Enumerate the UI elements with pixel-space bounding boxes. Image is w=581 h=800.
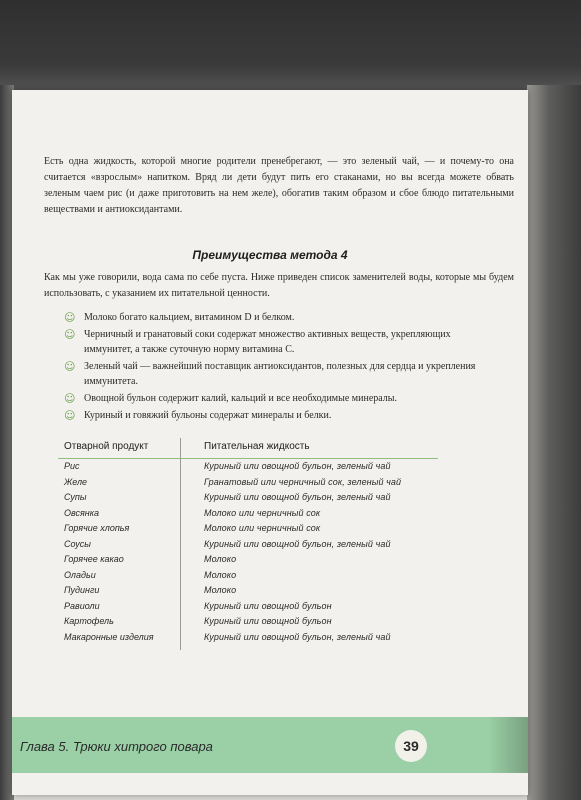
liquid-cell: Куриный или овощной бульон: [204, 600, 332, 611]
table-row: [58, 537, 438, 553]
list-item: [64, 408, 484, 423]
lead-paragraph: Как мы уже говорили, вода сама по себе пуста. Ниже приведен список заменителей воды, которые мы будем использовать, с указанием их питательной ценности.: [44, 272, 514, 299]
liquid-cell: Молоко: [204, 585, 237, 595]
table-row: [58, 490, 438, 506]
list-item: [64, 359, 484, 389]
liquid-cell: Молоко: [204, 554, 237, 564]
product-cell: Желе: [64, 476, 88, 487]
footer-band: [12, 717, 528, 773]
book-page: [12, 90, 528, 795]
table-row: [58, 506, 438, 522]
list-item-text: Черничный и гранатовый соки содержат множество активных веществ, укрепляющих иммунитет, а также суточную норму витамина C.: [84, 329, 451, 355]
table-row: [58, 599, 438, 615]
smiley-icon: ☺: [64, 392, 76, 405]
liquid-cell: Куриный или овощной бульон, зеленый чай: [204, 538, 391, 549]
list-item-text: Зеленый чай — важнейший поставщик антиоксидантов, полезных для сердца и укрепления иммунитета.: [84, 361, 476, 387]
benefits-list: [64, 310, 484, 425]
product-cell: Макаронные изделия: [64, 631, 154, 642]
scan-background-right: [527, 85, 581, 800]
liquid-cell: Куриный или овощной бульон, зеленый чай: [204, 461, 391, 471]
page-number: 39: [395, 730, 427, 762]
product-cell: Горячее какао: [64, 554, 124, 564]
intro-paragraph: Есть одна жидкость, которой многие родители пренебрегают, — это зеленый чай, — и почему-то она считается «взрослым» напитком. Вряд ли дети будут пить его стаканами, но вы всегда можете обвать зеленым чаем рис (и даже приготовить на нем желе), обогатив таким образом и сбое блюдо питательными веществами и антиоксидантами.: [44, 156, 514, 215]
chapter-title: Глава 5. Трюки хитрого повара: [20, 739, 213, 754]
substitution-table: [58, 438, 438, 645]
list-item: [64, 327, 484, 357]
table-row: [58, 552, 438, 568]
liquid-cell: Молоко или черничный сок: [204, 507, 321, 518]
product-cell: Соусы: [64, 538, 91, 549]
product-cell: Горячие хлопья: [64, 523, 130, 533]
table-row: [58, 583, 438, 599]
table-row: [58, 614, 438, 630]
column-header-liquid: Питательная жидкость: [204, 441, 310, 452]
table-row: [58, 459, 438, 475]
liquid-cell: Гранатовый или черничный сок, зеленый чай: [204, 476, 402, 487]
table-row: [58, 475, 438, 491]
section-heading: Преимущества метода 4: [192, 248, 348, 262]
product-cell: Пудинги: [64, 585, 100, 595]
list-item: [64, 391, 484, 406]
product-cell: Картофель: [64, 616, 114, 626]
product-cell: Супы: [64, 492, 87, 502]
liquid-cell: Молоко или черничный сок: [204, 523, 321, 533]
product-cell: Овсянка: [64, 507, 100, 518]
liquid-cell: Молоко: [204, 569, 237, 580]
page-edge-shadow: [488, 717, 528, 773]
column-header-product: Отварной продукт: [64, 441, 149, 452]
smiley-icon: ☺: [64, 311, 76, 324]
list-item: [64, 310, 484, 325]
product-cell: Равиоли: [64, 600, 100, 611]
liquid-cell: Куриный или овощной бульон, зеленый чай: [204, 492, 391, 502]
smiley-icon: ☺: [64, 328, 76, 341]
product-cell: Оладьи: [64, 569, 96, 580]
product-cell: Рис: [64, 461, 80, 471]
liquid-cell: Куриный или овощной бульон, зеленый чай: [204, 631, 391, 642]
table-row: [58, 568, 438, 584]
list-item-text: Овощной бульон содержит калий, кальций и все необходимые минералы.: [84, 393, 397, 404]
list-item-text: Молоко богато кальцием, витамином D и белком.: [84, 312, 295, 323]
smiley-icon: ☺: [64, 360, 76, 373]
scan-background-top: [0, 0, 581, 92]
list-item-text: Куриный и говяжий бульоны содержат минералы и белки.: [84, 410, 332, 421]
table-row: [58, 630, 438, 646]
smiley-icon: ☺: [64, 409, 76, 422]
table-body: [58, 459, 438, 645]
liquid-cell: Куриный или овощной бульон: [204, 616, 332, 626]
table-row: [58, 521, 438, 537]
table-header: [58, 438, 438, 459]
